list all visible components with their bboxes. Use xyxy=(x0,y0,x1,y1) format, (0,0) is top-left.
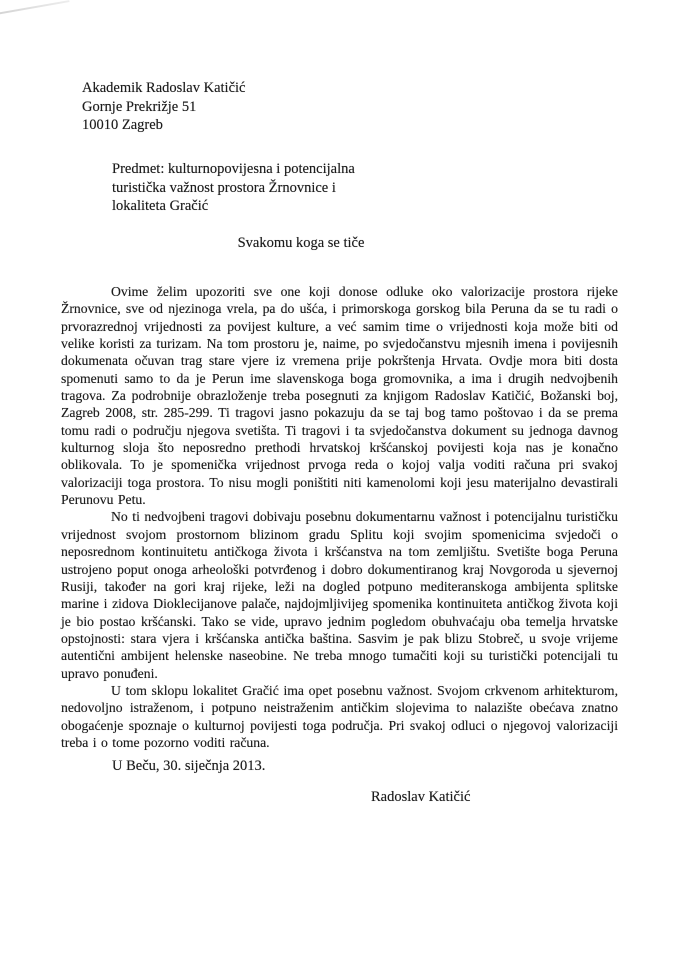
signature-name: Radoslav Katičić xyxy=(371,789,471,805)
letter-body xyxy=(61,283,618,751)
body-paragraph-2: No ti nedvojbeni tragovi dobivaju posebnu dokumentarnu važnost i potencijalnu turističku vrijednost svojom prostornom blizinom gradu Splitu koji svojim spomenicima svjedoči o neposrednom kontinuitetu antičkoga života i kršćanstva na tom zemljištu. Svetište boga Peruna ustrojeno poput onoga arheološki potvrđenog i dobro dokumentiranog kraj Novgoroda u sjevernoj Rusiji, također na gori kraj rijeke, leži na dogled potpuno mediteranskoga ambijenta splitske marine i zidova Dioklecijanove palače, najdojmljivijeg spomenika kontinuiteta antičkog života koji je bio postao kršćanski. Tako se vide, upravo jednim pogledom obuhvaćaju oba temelja hrvatske opstojnosti: stara vjera i kršćanska antička baština. Sasvim je pak blizu Stobreč, u svoje vrijeme autentični ambijent helenske naseobine. Ne treba mnogo tumačiti koji su turistički potencijali tu upravo ponuđeni. xyxy=(61,509,618,681)
scan-artifact-line xyxy=(0,0,70,16)
sender-name: Akademik Radoslav Katičić xyxy=(82,80,246,96)
sender-address-block xyxy=(82,79,245,135)
subject-line-1: Predmet: kulturnopovijesna i potencijalna xyxy=(112,161,355,177)
sender-street: Gornje Prekrižje 51 xyxy=(82,98,197,115)
subject-block xyxy=(112,160,355,216)
subject-line-3: lokaliteta Gračić xyxy=(112,198,209,214)
body-paragraph-3: U tom sklopu lokalitet Gračić ima opet posebnu važnost. Svojom crkvenom arhitekturom, nedovoljno istraženom, i potpuno neistraženim antičkim slojevima to nalazište obećava znatno obogaćenje spoznaje o kulturnoj povijesti toga područja. Pri svakoj odluci o njegovoj valorizaciji treba i o tome pozorno voditi računa. xyxy=(61,682,618,750)
date-place-line: U Beču, 30. siječnja 2013. xyxy=(112,758,266,774)
salutation: Svakomu koga se tiče xyxy=(237,235,365,251)
sender-city: 10010 Zagreb xyxy=(82,117,163,133)
subject-line-2: turistička važnost prostora Žrnovnice i xyxy=(112,179,336,196)
body-paragraph-1: Ovime želim upozoriti sve one koji donose odluke oko valorizacije prostora rijeke Žrnovnice, sve od njezinoga vrela, pa do ušća, i primorskoga gorskog bila Peruna da se tu radi o prvorazrednoj vrijednosti za povijest kulture, a već samim time o vrijednosti koja može biti od velike koristi za turizam. Na tom prostoru je, naime, po svjedočanstvu mjesnih imena i povijesnih dokumenata očuvan trag stare vjere iz vremena prije pokrštenja Hrvata. Ovdje mora biti dosta spomenuti samo to da je Perun ime slavenskoga boga gromovnika, a ima i drugih nedvojbenih tragova. Za podrobnije obrazloženje treba posegnuti za knjigom Radoslav Katičić, Božanski boj, Zagreb 2008, str. 285-299. Ti tragovi jasno pokazuju da se taj bog tamo poštovao i da se prema tomu radi o području njegova svetišta. Ti tragovi i ta svjedočanstva dokument su jednoga davnog kulturnog sloja što neposredno prethodi hrvatskoj kršćanskoj povijesti koja nas je konačno oblikovala. To je spomenička vrijednost prvoga reda o kojoj valja voditi računa pri svakoj valorizaciji toga prostora. To nisu mogli poništiti niti kamenolomi koji jesu materijalno devastirali Perunovu Petu. xyxy=(61,284,618,508)
